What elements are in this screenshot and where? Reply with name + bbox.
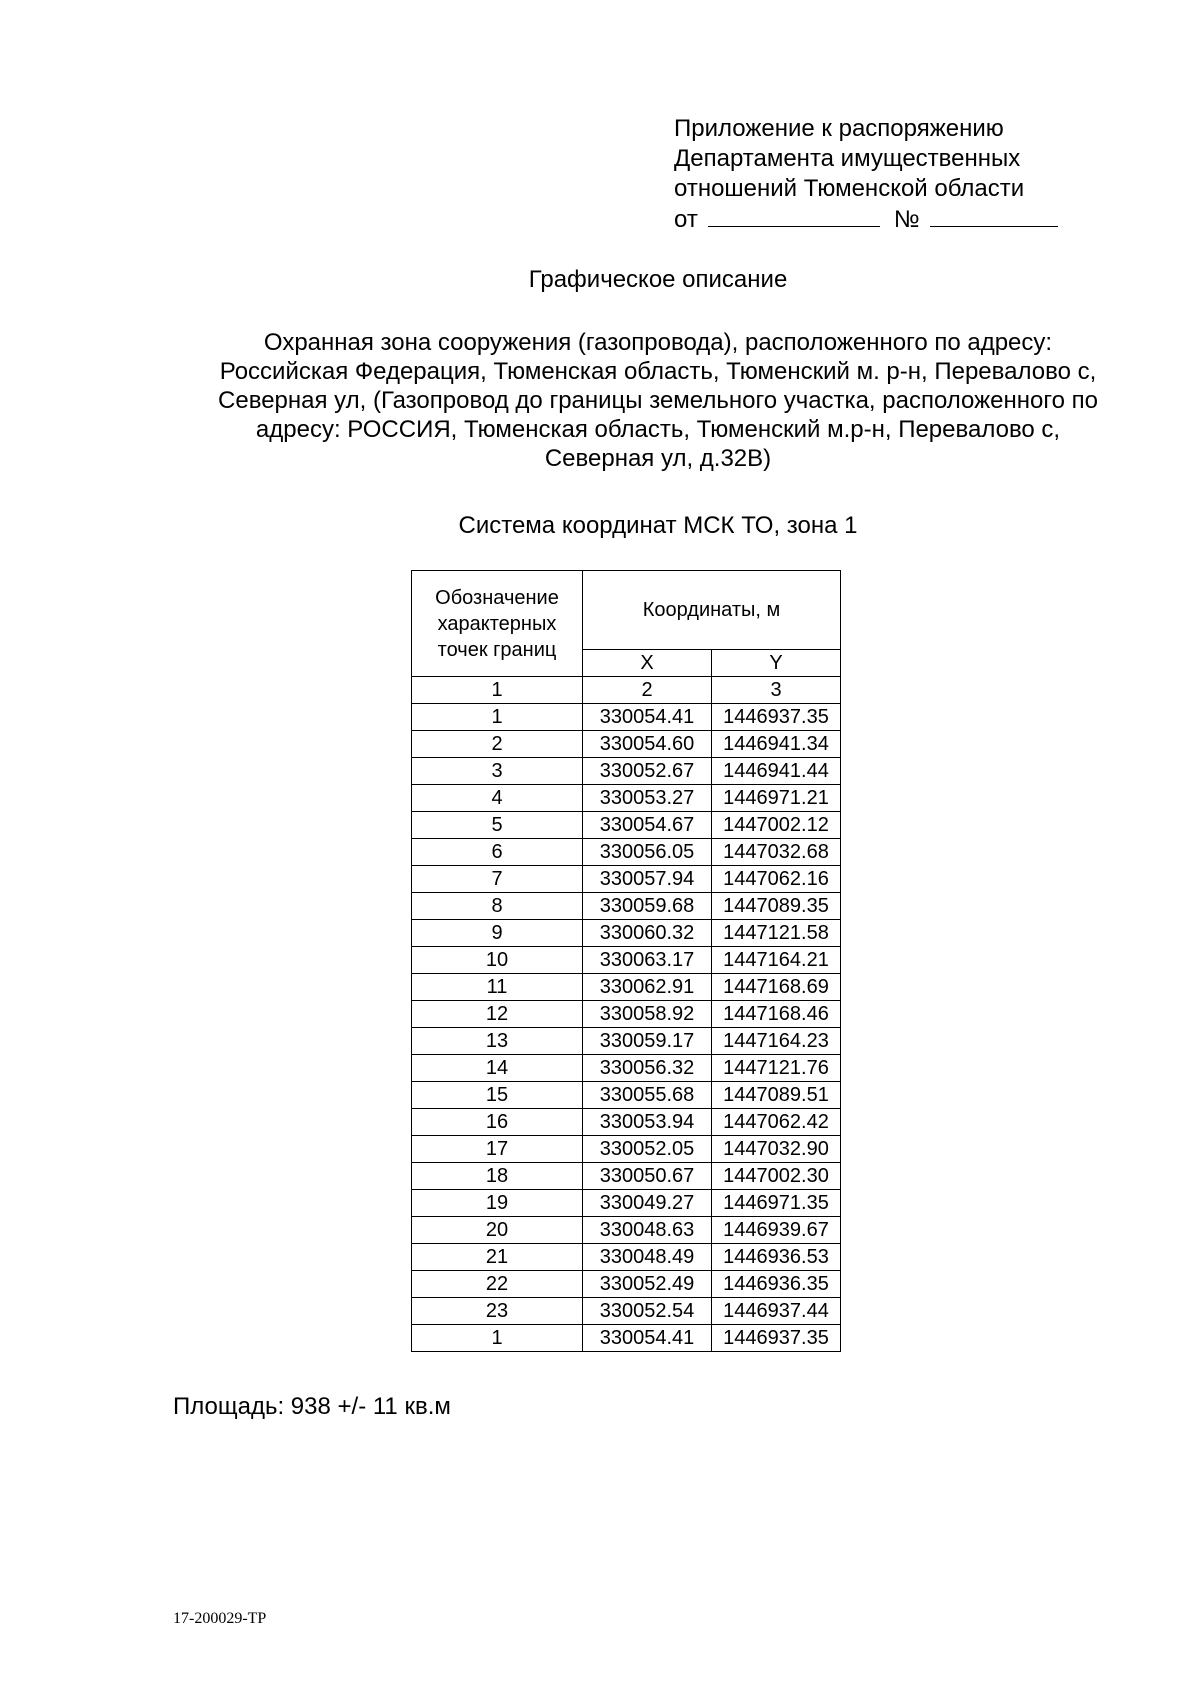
table-row <box>412 1244 841 1271</box>
x-coordinate-cell: 330058.92 <box>583 1001 712 1028</box>
y-coordinate-cell: 1446971.21 <box>712 785 841 812</box>
table-row <box>412 1190 841 1217</box>
column-number-row <box>412 677 841 704</box>
appendix-line-2: Департамента имущественных <box>674 145 1021 172</box>
x-coordinate-cell: 330052.67 <box>583 758 712 785</box>
x-coordinate-cell: 330056.32 <box>583 1055 712 1082</box>
point-number-cell: 10 <box>412 947 583 974</box>
point-number-cell: 16 <box>412 1109 583 1136</box>
y-coordinate-cell: 1446941.34 <box>712 731 841 758</box>
zone-description <box>170 328 1146 473</box>
point-number-cell: 20 <box>412 1217 583 1244</box>
x-coordinate-cell: 330062.91 <box>583 974 712 1001</box>
point-number-cell: 22 <box>412 1271 583 1298</box>
x-coordinate-cell: 330053.27 <box>583 785 712 812</box>
x-coordinate-cell: 330057.94 <box>583 866 712 893</box>
y-coordinate-cell: 1447062.42 <box>712 1109 841 1136</box>
x-coordinate-cell: 330054.60 <box>583 731 712 758</box>
x-coordinate-cell: 330063.17 <box>583 947 712 974</box>
area-value: Площадь: 938 +/- 11 кв.м <box>173 1393 451 1420</box>
x-coordinate-cell: 330048.63 <box>583 1217 712 1244</box>
y-coordinate-cell: 1447032.90 <box>712 1136 841 1163</box>
appendix-line-1: Приложение к распоряжению <box>674 115 1004 142</box>
point-number-cell: 7 <box>412 866 583 893</box>
table-row <box>412 1028 841 1055</box>
point-number-cell: 1 <box>412 704 583 731</box>
x-coordinate-cell: 330056.05 <box>583 839 712 866</box>
number-label: № <box>893 206 920 233</box>
point-number-cell: 21 <box>412 1244 583 1271</box>
table-row <box>412 893 841 920</box>
table-row <box>412 1055 841 1082</box>
y-coordinate-cell: 1447089.35 <box>712 893 841 920</box>
y-coordinate-cell: 1447062.16 <box>712 866 841 893</box>
table-row <box>412 1001 841 1028</box>
point-number-cell: 12 <box>412 1001 583 1028</box>
x-coordinate-cell: 330059.68 <box>583 893 712 920</box>
y-coordinate-cell: 1446941.44 <box>712 758 841 785</box>
document-code: 17-200029-ТР <box>173 1610 267 1627</box>
column-number-cell: 1 <box>412 677 583 704</box>
x-coordinate-cell: 330054.67 <box>583 812 712 839</box>
table-row <box>412 1271 841 1298</box>
description-line-3: Северная ул, (Газопровод до границы земельного участка, расположенного по <box>218 387 1098 414</box>
y-coordinate-cell: 1447164.23 <box>712 1028 841 1055</box>
header-point-cell <box>412 571 583 677</box>
column-number-cell: 3 <box>712 677 841 704</box>
y-coordinate-cell: 1447168.46 <box>712 1001 841 1028</box>
point-number-cell: 15 <box>412 1082 583 1109</box>
table-row <box>412 839 841 866</box>
y-coordinate-cell: 1446971.35 <box>712 1190 841 1217</box>
table-row <box>412 947 841 974</box>
y-coordinate-cell: 1447121.76 <box>712 1055 841 1082</box>
table-row <box>412 974 841 1001</box>
coordinates-table <box>411 570 841 1352</box>
point-number-cell: 19 <box>412 1190 583 1217</box>
y-coordinate-cell: 1446937.35 <box>712 1325 841 1352</box>
y-coordinate-cell: 1447164.21 <box>712 947 841 974</box>
point-number-cell: 17 <box>412 1136 583 1163</box>
x-coordinate-cell: 330054.41 <box>583 1325 712 1352</box>
x-coordinate-cell: 330050.67 <box>583 1163 712 1190</box>
table-row <box>412 785 841 812</box>
x-coordinate-cell: 330052.05 <box>583 1136 712 1163</box>
y-coordinate-cell: 1446937.35 <box>712 704 841 731</box>
appendix-date-line <box>674 204 1058 235</box>
x-coordinate-cell: 330052.54 <box>583 1298 712 1325</box>
date-blank <box>708 204 880 227</box>
description-line-5: Северная ул, д.32В) <box>544 445 772 472</box>
table-row <box>412 1217 841 1244</box>
point-number-cell: 4 <box>412 785 583 812</box>
table-row <box>412 1109 841 1136</box>
x-coordinate-cell: 330052.49 <box>583 1271 712 1298</box>
description-line-2: Российская Федерация, Тюменская область, Тюменский м. р-н, Перевалово с, <box>219 358 1097 385</box>
point-number-cell: 11 <box>412 974 583 1001</box>
table-row <box>412 1163 841 1190</box>
point-number-cell: 1 <box>412 1325 583 1352</box>
description-line-4: адресу: РОССИЯ, Тюменская область, Тюменский м.р-н, Перевалово с, <box>255 416 1061 443</box>
x-coordinate-cell: 330054.41 <box>583 704 712 731</box>
y-coordinate-cell: 1446937.44 <box>712 1298 841 1325</box>
header-coords-cell: Координаты, м <box>583 571 841 650</box>
table-row <box>412 758 841 785</box>
y-coordinate-cell: 1447032.68 <box>712 839 841 866</box>
x-coordinate-cell: 330053.94 <box>583 1109 712 1136</box>
y-coordinate-cell: 1446936.53 <box>712 1244 841 1271</box>
column-number-cell: 2 <box>583 677 712 704</box>
x-coordinate-cell: 330059.17 <box>583 1028 712 1055</box>
appendix-line-3: отношений Тюменской области <box>674 175 1025 202</box>
y-coordinate-cell: 1447121.58 <box>712 920 841 947</box>
table-row <box>412 1325 841 1352</box>
table-header-row <box>412 571 841 650</box>
header-x-cell: X <box>583 650 712 677</box>
table-row <box>412 731 841 758</box>
y-coordinate-cell: 1447002.12 <box>712 812 841 839</box>
header-y-cell: Y <box>712 650 841 677</box>
point-number-cell: 23 <box>412 1298 583 1325</box>
table-row <box>412 812 841 839</box>
y-coordinate-cell: 1447168.69 <box>712 974 841 1001</box>
point-number-cell: 18 <box>412 1163 583 1190</box>
table-row <box>412 866 841 893</box>
point-number-cell: 6 <box>412 839 583 866</box>
table-row <box>412 1136 841 1163</box>
description-line-1: Охранная зона сооружения (газопровода), расположенного по адресу: <box>263 329 1053 356</box>
x-coordinate-cell: 330048.49 <box>583 1244 712 1271</box>
coordinate-system: Система координат МСК ТО, зона 1 <box>458 512 858 539</box>
appendix-block <box>674 114 1058 235</box>
header-point-label: Обозначение характерных точек границ <box>435 586 559 661</box>
y-coordinate-cell: 1446939.67 <box>712 1217 841 1244</box>
y-coordinate-cell: 1446936.35 <box>712 1271 841 1298</box>
document-title: Графическое описание <box>528 266 788 293</box>
point-number-cell: 9 <box>412 920 583 947</box>
x-coordinate-cell: 330055.68 <box>583 1082 712 1109</box>
table-row <box>412 704 841 731</box>
point-number-cell: 8 <box>412 893 583 920</box>
point-number-cell: 3 <box>412 758 583 785</box>
table-row <box>412 1298 841 1325</box>
date-label: от <box>674 206 698 233</box>
number-blank <box>930 204 1058 227</box>
y-coordinate-cell: 1447002.30 <box>712 1163 841 1190</box>
y-coordinate-cell: 1447089.51 <box>712 1082 841 1109</box>
point-number-cell: 2 <box>412 731 583 758</box>
point-number-cell: 13 <box>412 1028 583 1055</box>
table-row <box>412 1082 841 1109</box>
table-row <box>412 920 841 947</box>
x-coordinate-cell: 330060.32 <box>583 920 712 947</box>
point-number-cell: 14 <box>412 1055 583 1082</box>
x-coordinate-cell: 330049.27 <box>583 1190 712 1217</box>
point-number-cell: 5 <box>412 812 583 839</box>
